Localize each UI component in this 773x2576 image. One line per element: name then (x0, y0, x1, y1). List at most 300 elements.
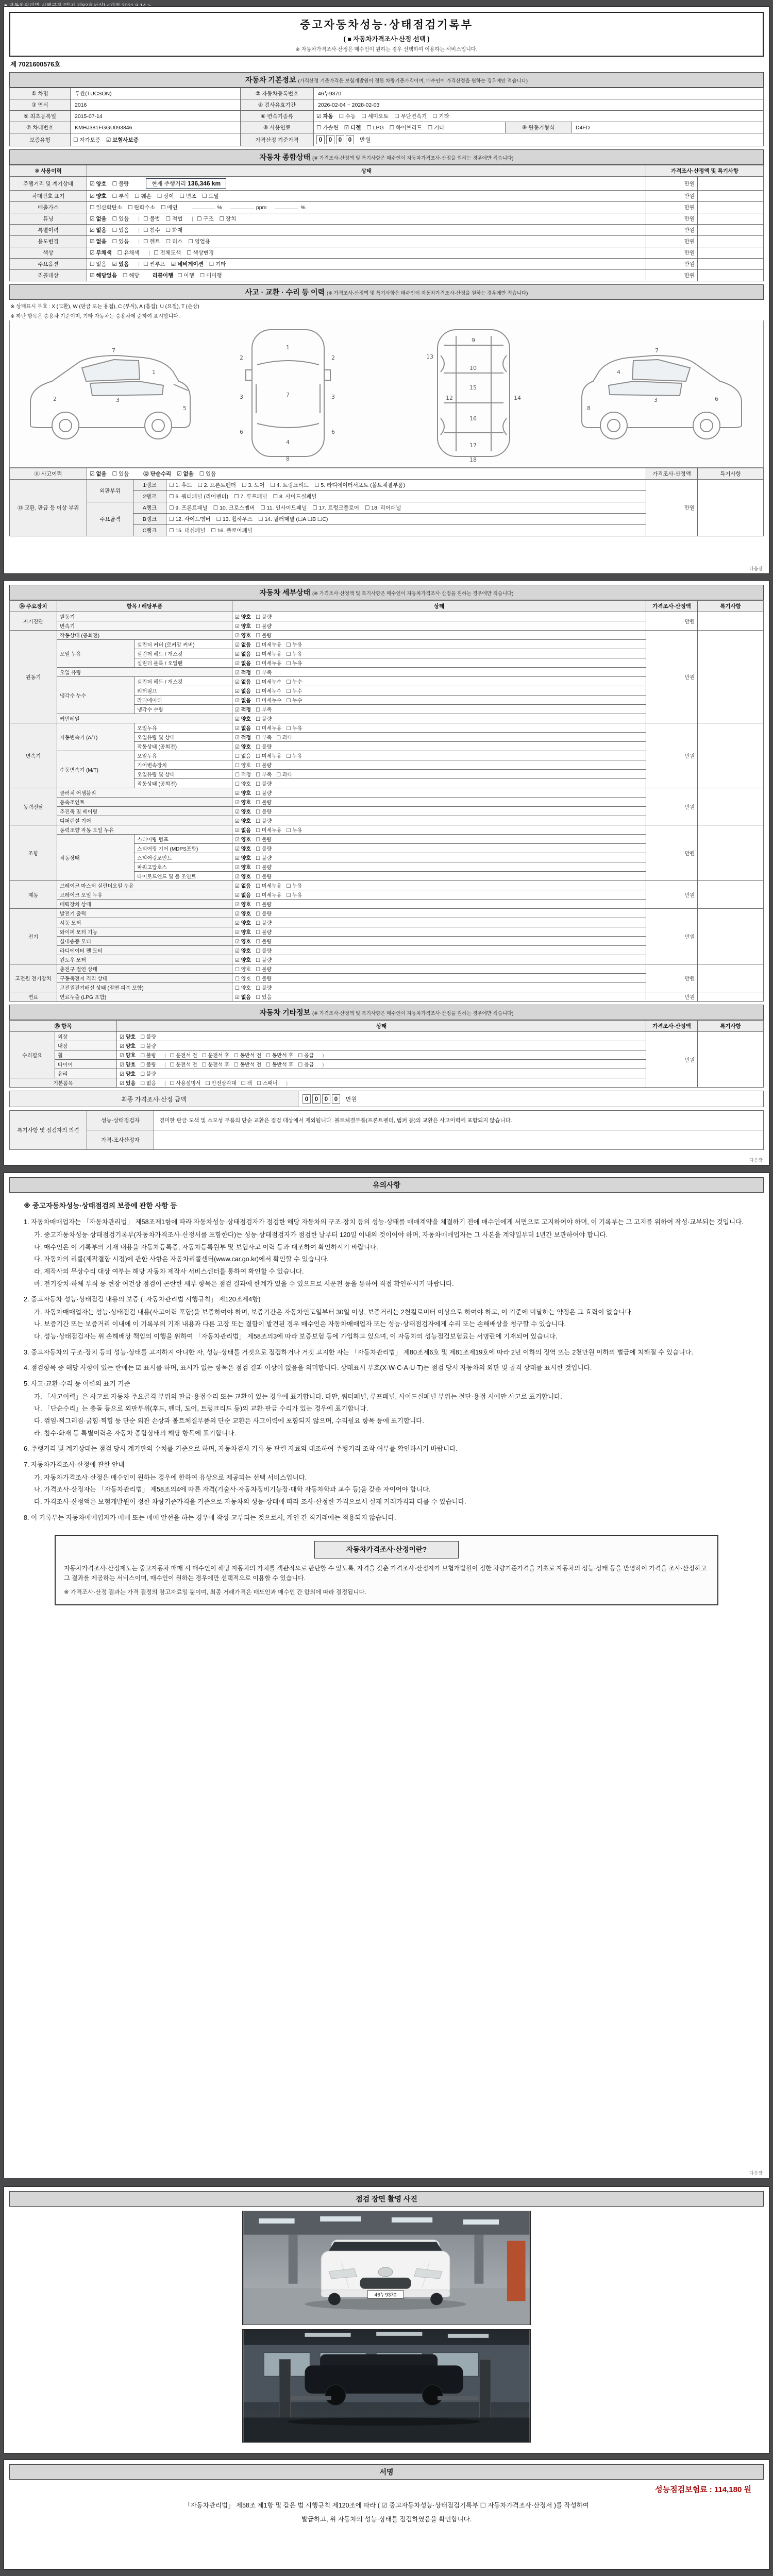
unchecked-checkbox[interactable]: ☐ 부족 (256, 670, 272, 676)
unchecked-checkbox[interactable]: ☐ 누수 (286, 680, 303, 685)
checked-checkbox[interactable]: ☑ 디젤 (344, 125, 361, 131)
base-price-unit: 만원 (360, 137, 371, 143)
measure-blank[interactable] (275, 204, 298, 209)
unchecked-checkbox[interactable]: ☐ 불량 (256, 865, 272, 871)
checked-checkbox[interactable]: ☑ 양호 (235, 624, 251, 630)
unchecked-checkbox[interactable]: ☐ 불량 (256, 856, 272, 861)
unchecked-checkbox[interactable]: ☐ 7. 루프패널 (234, 494, 267, 500)
unchecked-checkbox[interactable]: ☐ 미세누유 (256, 828, 282, 834)
checked-checkbox[interactable]: ☑ 없음 (235, 689, 251, 694)
panel-detail-form (4, 580, 769, 1165)
device-label: 제동 (10, 881, 57, 909)
overall-row (10, 213, 764, 225)
damage-code-legend: ※ 상태표시 부호 : X (교환), W (판금 또는 용접), C (부식), A (흠집), U (요철), T (손상) (10, 304, 199, 310)
unchecked-checkbox[interactable]: ☐ 영업용 (188, 239, 210, 245)
unchecked-checkbox[interactable]: ☐ 부족 (256, 735, 272, 741)
unchecked-checkbox[interactable]: ☐ 해당 (122, 273, 140, 279)
unchecked-checkbox[interactable]: ☐ 없음 (140, 1081, 157, 1087)
checked-checkbox[interactable]: ☑ 없음 (235, 828, 251, 834)
unchecked-checkbox[interactable]: ☐ 불법 (143, 216, 160, 222)
unchecked-checkbox[interactable]: ☐ 14. 필러패널 (☐A ☐B ☐C) (258, 516, 328, 522)
section-accident-title: 사고 · 교환 · 수리 등 이력 (245, 288, 325, 296)
unchecked-checkbox[interactable]: ☐ 미세누수 (256, 689, 282, 694)
unchecked-checkbox[interactable]: ☐ 불량 (256, 939, 272, 945)
unchecked-checkbox[interactable]: ☐ 적법 (165, 216, 183, 222)
unchecked-checkbox[interactable]: ☐ 불량 (140, 1035, 157, 1040)
checked-checkbox[interactable]: ☑ 양호 (235, 856, 251, 861)
state-cell: ☑ 양호 ☐ 불량 ( ☐ 운전석 전 ☐ 운전석 후 ☐ 동반석 전 ☐ 동반석 후 ☐ 응급 ) (117, 1060, 646, 1069)
unchecked-checkbox[interactable]: ☐ 동반석 전 (233, 1053, 262, 1059)
price-digit: 0 (312, 1094, 321, 1104)
item-label: 발전기 출력 (57, 909, 232, 918)
unchecked-checkbox[interactable]: ☐ 매연 (160, 205, 178, 211)
unchecked-checkbox[interactable]: ☐ 누유 (286, 642, 303, 648)
checked-checkbox[interactable]: ☑ 없음 (235, 698, 251, 704)
checked-checkbox[interactable]: ☑ 없음 (90, 471, 107, 477)
notice-item: 7. 자동차가격조사·산정에 관한 안내 (24, 1461, 125, 1469)
measure-unit: ppm (256, 205, 267, 211)
svg-text:10: 10 (469, 365, 477, 371)
checked-checkbox[interactable]: ☑ 양호 (235, 921, 251, 926)
checked-checkbox[interactable]: ☑ 양호 (235, 846, 251, 852)
unchecked-checkbox[interactable]: ☐ 12. 사이드멤버 (169, 516, 211, 522)
next-page-marker: 다음장 (749, 2171, 763, 2176)
unchecked-checkbox[interactable]: ☐ 있음 (199, 471, 216, 477)
unchecked-checkbox[interactable]: ☐ 있음 (256, 995, 272, 1001)
svg-text:3: 3 (331, 394, 335, 400)
unchecked-checkbox[interactable]: ☐ 5. 라디에이터서포트 (볼트체결부품) (314, 482, 405, 488)
price-eval-box-title: 자동차가격조사·산정이란? (314, 1541, 459, 1558)
base-price-value (314, 133, 764, 146)
checked-checkbox[interactable]: ☑ 없음 (235, 884, 251, 889)
checked-checkbox[interactable]: ☑ 해당없음 (90, 273, 117, 279)
svg-text:3: 3 (654, 397, 658, 403)
checked-checkbox[interactable]: ☑ 네비게이션 (171, 261, 204, 267)
checked-checkbox[interactable]: ☑ 양호 (235, 633, 251, 639)
checked-checkbox[interactable]: ☑ 없음 (235, 652, 251, 657)
car-damage-diagram (10, 323, 762, 463)
checked-checkbox[interactable]: ☑ 적정 (235, 670, 251, 676)
unchecked-checkbox[interactable]: ☐ 미세누유 (256, 661, 282, 667)
unchecked-checkbox[interactable]: ☐ 불량 (140, 1044, 157, 1049)
unchecked-checkbox[interactable]: ☐ 구조 (196, 216, 214, 222)
year-value: 2016 (71, 99, 241, 111)
inspection-photo-parking (242, 2211, 531, 2325)
svg-text:12: 12 (446, 395, 453, 401)
special-note-cell (698, 723, 764, 788)
unchecked-checkbox[interactable]: ☐ 불량 (256, 744, 272, 750)
unchecked-checkbox[interactable]: ☐ 불량 (256, 976, 272, 982)
special-note-cell (698, 788, 764, 825)
unchecked-checkbox[interactable]: ☐ 없음 (235, 754, 251, 759)
unchecked-checkbox[interactable]: ☐ 불량 (256, 986, 272, 991)
unchecked-checkbox[interactable]: ☐ 화재 (165, 227, 183, 233)
price-eval-box-text: 자동차가격조사·산정제도는 중고자동차 매매 시 매수인이 해당 자동차의 가치를 객관적으로 판단할 수 있도록, 자격을 갖춘 가격조사·산정자가 보험개발원이 정한 차량기준가격을 기초로 자동차의 성능·상태 등을 반영하여 가격을 조사·산정하고 그 결과를 제공하는 서비스이며, 매수인이 원하는 경우에만 선택적으로 이용할 수 있습니다. (64, 1564, 707, 1582)
unchecked-checkbox[interactable]: ☐ 침수 (143, 227, 160, 233)
unchecked-checkbox[interactable]: ☐ 운전석 후 (201, 1053, 229, 1059)
unchecked-checkbox[interactable]: ☐ 불량 (256, 967, 272, 973)
checked-checkbox[interactable]: ☑ 양호 (235, 874, 251, 880)
price-unit: 만원 (684, 754, 695, 759)
unchecked-checkbox[interactable]: ☐ 적정 (235, 772, 251, 778)
checked-checkbox[interactable]: ☑ 양호 (90, 181, 107, 187)
unchecked-checkbox[interactable]: ☐ 미세누유 (256, 726, 282, 732)
unchecked-checkbox[interactable]: ☐ 없음 (90, 261, 107, 267)
inspector-opinion: 경미한 판금·도색 및 소모성 부품의 단순 교환은 점검 대상에서 제외됩니다. 볼트체결부품(프론트펜더, 범퍼 등)의 교환은 사고이력에 포함되지 않습니다. (154, 1111, 764, 1130)
checked-checkbox[interactable]: ☑ 무채색 (90, 250, 112, 256)
checked-checkbox[interactable]: ☑ 양호 (235, 930, 251, 936)
signature-statement-2: 발급하고, 위 자동차의 성능·상태를 점검하였음을 확인합니다. (301, 2516, 472, 2523)
device-label: 고전원 전기장치 (10, 964, 57, 992)
notice-subitem: 나. 「단순수리」는 충돌 등으로 외판부위(후드, 펜더, 도어, 트렁크리드 등)의 교환·판금 수리가 있는 경우에 표기합니다. (34, 1405, 368, 1413)
history-item-state (87, 191, 646, 202)
etc-col-note: 특기사항 (698, 1021, 764, 1032)
special-note-cell (697, 270, 763, 281)
unchecked-checkbox[interactable]: ☐ 6. 쿼터패널 (리어펜더) (169, 494, 229, 500)
checked-checkbox[interactable]: ☑ 양호 (235, 865, 251, 871)
etc-col-item: ⑮ 항목 (10, 1021, 117, 1032)
checked-checkbox[interactable]: ☑ 양호 (120, 1053, 136, 1059)
item-label: 자동변속기 (A/T) (57, 723, 135, 751)
unchecked-checkbox[interactable]: ☐ 18. 리어패널 (364, 505, 401, 511)
item-label: 커먼레일 (57, 714, 232, 723)
checked-checkbox[interactable]: ☑ 없음 (90, 239, 107, 245)
unchecked-checkbox[interactable]: ☐ 유채색 (117, 250, 140, 256)
engine-type-value: D4FD (572, 122, 764, 133)
form-subtitle-note: ※ 자동차가격조사·산정은 매수인이 원하는 경우 선택하여 이용하는 서비스입니다. (295, 47, 478, 53)
unchecked-checkbox[interactable]: ☐ 자가보증 (73, 137, 100, 143)
unchecked-checkbox[interactable]: ☐ 15. 대쉬패널 (169, 528, 206, 534)
state-cell (232, 658, 646, 668)
history-item-state (87, 177, 646, 191)
item-label: 작동상태 (공회전) (57, 631, 232, 640)
unchecked-checkbox[interactable]: ☐ 이행 (177, 273, 194, 279)
unchecked-checkbox[interactable]: ☐ 기타 (427, 125, 445, 131)
unchecked-checkbox[interactable]: ☐ 양호 (235, 967, 251, 973)
checked-checkbox[interactable]: ☑ 양호 (235, 958, 251, 963)
history-item-label: 특별이력 (10, 225, 87, 236)
warranty-label: 보증유형 (10, 133, 71, 146)
checked-checkbox[interactable]: ☑ 양호 (120, 1072, 136, 1077)
state-cell (117, 1041, 646, 1050)
unchecked-checkbox[interactable]: ☐ 누유 (286, 652, 303, 657)
unchecked-checkbox[interactable]: ☐ 수동 (339, 113, 356, 120)
checked-checkbox[interactable]: ☑ 없음 (235, 642, 251, 648)
unchecked-checkbox[interactable]: ☐ 4. 트렁크리드 (270, 482, 309, 488)
unchecked-checkbox[interactable]: ☐ 불량 (140, 1072, 157, 1077)
car-name-value: 투싼(TUCSON) (71, 88, 241, 99)
unchecked-checkbox[interactable]: ☐ 있음 (112, 216, 129, 222)
checked-checkbox[interactable]: ☑ 양호 (235, 911, 251, 917)
svg-text:8: 8 (587, 405, 591, 412)
state-cell (232, 825, 646, 835)
unchecked-checkbox[interactable]: ☐ 9. 프론트패널 (169, 505, 208, 511)
unchecked-checkbox[interactable]: ☐ 기타 (209, 261, 226, 267)
unchecked-checkbox[interactable]: ☐ 불량 (256, 624, 272, 630)
unchecked-checkbox[interactable]: ☐ 훼손 (135, 193, 152, 199)
unchecked-checkbox[interactable]: ☐ 불량 (256, 791, 272, 796)
checked-checkbox[interactable]: ☑ 없음 (90, 216, 107, 222)
unchecked-checkbox[interactable]: ☐ 미세누유 (256, 893, 282, 899)
unchecked-checkbox[interactable]: ☐ 10. 크로스멤버 (213, 505, 255, 511)
special-note-cell (698, 480, 764, 536)
unchecked-checkbox[interactable]: ☐ 미세누수 (256, 680, 282, 685)
rank-row (10, 480, 764, 491)
overall-row (10, 259, 764, 270)
appraiser-opinion (154, 1130, 764, 1150)
unchecked-checkbox[interactable]: ☐ 불량 (256, 874, 272, 880)
checked-checkbox[interactable]: ☑ 없음 (235, 661, 251, 667)
history-item-label: 주행거리 및 계기상태 (10, 177, 87, 191)
svg-text:2: 2 (53, 396, 57, 402)
unchecked-checkbox[interactable]: ☐ 운전석 후 (201, 1062, 229, 1068)
unchecked-checkbox[interactable]: ☐ 미이행 (199, 273, 222, 279)
fee-value: 114,180 원 (714, 2485, 751, 2494)
unchecked-checkbox[interactable]: ☐ 불량 (256, 763, 272, 769)
measure-unit: % (217, 205, 222, 211)
subitem-label: 오일누유 (135, 751, 232, 760)
reg-no-label: ② 자동차등록번호 (241, 88, 314, 99)
measure-blank[interactable] (192, 204, 215, 209)
checked-checkbox[interactable]: ☑ 양호 (235, 791, 251, 796)
unchecked-checkbox[interactable]: ☐ 썬루프 (143, 261, 165, 267)
unchecked-checkbox[interactable]: ☐ 일산화탄소 (90, 205, 123, 211)
checked-checkbox[interactable]: ☑ 있음 (120, 1081, 136, 1087)
unchecked-checkbox[interactable]: ☐ 무단변속기 (394, 113, 427, 120)
checked-checkbox[interactable]: ☑ 없음 (235, 680, 251, 685)
unchecked-checkbox[interactable]: ☐ 불량 (256, 809, 272, 815)
unchecked-checkbox[interactable]: ☐ 부족 (256, 772, 272, 778)
unchecked-checkbox[interactable]: ☐ 16. 플로어패널 (211, 528, 253, 534)
unchecked-checkbox[interactable]: ☐ 색상변경 (187, 250, 214, 256)
checked-checkbox[interactable]: ☑ 양호 (235, 717, 251, 722)
unchecked-checkbox[interactable]: ☐ 부족 (256, 707, 272, 713)
unchecked-checkbox[interactable]: ☐ 동반석 후 (266, 1053, 294, 1059)
unchecked-checkbox[interactable]: ☐ 2. 프론트펜더 (197, 482, 237, 488)
unchecked-checkbox[interactable]: ☐ 3. 도어 (242, 482, 265, 488)
unchecked-checkbox[interactable]: ☐ 13. 휠하우스 (216, 516, 253, 522)
unchecked-checkbox[interactable]: ☐ 불량 (256, 800, 272, 806)
unchecked-checkbox[interactable]: ☐ 부식 (112, 193, 129, 199)
checked-checkbox[interactable]: ☑ 적정 (235, 707, 251, 713)
unchecked-checkbox[interactable]: ☐ 상이 (157, 193, 174, 199)
price-digit: 0 (316, 135, 325, 144)
checked-checkbox[interactable]: ☑ 적정 (235, 735, 251, 741)
state-cell (232, 900, 646, 909)
unchecked-checkbox[interactable]: ☐ 불량 (256, 902, 272, 908)
unchecked-checkbox[interactable]: ☐ 미세누유 (256, 884, 282, 889)
unchecked-checkbox[interactable]: ☐ 불량 (256, 782, 272, 787)
unchecked-checkbox[interactable]: ☐ 미세누유 (256, 754, 282, 759)
checked-checkbox[interactable]: ☑ 양호 (120, 1044, 136, 1049)
main-frame-label: 주요골격 (87, 502, 133, 536)
notice-subitem: 라. 제작사의 무상수리 대상 여부는 해당 자동차 제작사 서비스센터를 통하여 확인할 수 있습니다. (34, 1267, 304, 1275)
unchecked-checkbox[interactable]: ☐ 불량 (256, 819, 272, 824)
state-cell (232, 779, 646, 788)
section-accident-note: (※ 가격조사·산정액 및 특기사항은 매수인이 자동차가격조사·산정을 원하는 경우에만 적습니다) (326, 291, 528, 296)
simple-repair-label: ⑫ 단순수리 (143, 471, 172, 477)
rank-label: B랭크 (133, 514, 166, 525)
checked-checkbox[interactable]: ☑ 없음 (90, 227, 107, 233)
note-col-label: 특기사항 (698, 468, 764, 480)
section-overall (9, 149, 764, 165)
device-label: 연료 (10, 992, 57, 1002)
unchecked-checkbox[interactable]: ☐ 사용설명서 (170, 1081, 201, 1087)
item-label: 시동 모터 (57, 918, 232, 927)
unchecked-checkbox[interactable]: ☐ 미세누유 (256, 652, 282, 657)
accident-history-state (87, 468, 646, 480)
special-note-cell (697, 225, 763, 236)
unchecked-checkbox[interactable]: ☐ 응급 (298, 1062, 314, 1068)
checked-checkbox[interactable]: ☑ 없음 (235, 893, 251, 899)
unchecked-checkbox[interactable]: ☐ 11. 인사이드패널 (260, 505, 307, 511)
unchecked-checkbox[interactable]: ☐ 불량 (256, 911, 272, 917)
item-label: 라디에이터 팬 모터 (57, 946, 232, 955)
price-cell (646, 247, 697, 259)
unchecked-checkbox[interactable]: ☐ 운전석 전 (170, 1053, 197, 1059)
unchecked-checkbox[interactable]: ☐ 잭 (241, 1081, 253, 1087)
unchecked-checkbox[interactable]: ☐ 변조 (179, 193, 197, 199)
simple-repair-options (177, 471, 222, 477)
checked-checkbox[interactable]: ☑ 양호 (235, 902, 251, 908)
checked-checkbox[interactable]: ☑ 없음 (235, 726, 251, 732)
unchecked-checkbox[interactable]: ☐ 리스 (165, 239, 183, 245)
price-cell (646, 964, 698, 992)
unchecked-checkbox[interactable]: ☐ 양호 (235, 763, 251, 769)
basic-items-label: 기본품목 (10, 1078, 117, 1088)
unchecked-checkbox[interactable]: ☐ 누유 (286, 754, 303, 759)
unchecked-checkbox[interactable]: ☐ 동반석 후 (266, 1062, 294, 1068)
history-item-label: 튜닝 (10, 213, 87, 225)
unchecked-checkbox[interactable]: ☐ 8. 사이드실패널 (273, 494, 317, 500)
unchecked-checkbox[interactable]: ☐ 전체도색 (154, 250, 181, 256)
price-digit: 0 (303, 1094, 311, 1104)
unchecked-checkbox[interactable]: ☐ 있음 (112, 471, 129, 477)
unchecked-checkbox[interactable]: ☐ 불량 (256, 633, 272, 639)
unchecked-checkbox[interactable]: ☐ 누유 (286, 884, 303, 889)
unchecked-checkbox[interactable]: ☐ 과다 (276, 735, 293, 741)
unchecked-checkbox[interactable]: ☐ 양호 (235, 782, 251, 787)
unchecked-checkbox[interactable]: ☐ 스패너 (257, 1081, 278, 1087)
checked-checkbox[interactable]: ☑ 양호 (235, 615, 251, 620)
unchecked-checkbox[interactable]: ☐ 세미오토 (361, 113, 389, 120)
state-cell (232, 798, 646, 807)
unchecked-checkbox[interactable]: ☐ 가솔린 (316, 125, 339, 131)
unchecked-checkbox[interactable]: ☐ 불량 (256, 958, 272, 963)
subitem-label: 작동상태 (공회전) (135, 779, 232, 788)
measure-blank[interactable] (230, 204, 254, 209)
unchecked-checkbox[interactable]: ☐ 양호 (235, 976, 251, 982)
checked-checkbox[interactable]: ☑ 양호 (235, 939, 251, 945)
item-label: 고전원전기배선 상태 (절연 피복 포함) (57, 983, 232, 992)
checked-checkbox[interactable]: ☑ 없음 (235, 995, 251, 1001)
unchecked-checkbox[interactable]: ☐ 양호 (235, 986, 251, 991)
unchecked-checkbox[interactable]: ☐ 운전석 전 (170, 1062, 197, 1068)
unchecked-checkbox[interactable]: ☐ 불량 (256, 948, 272, 954)
price-unit: 만원 (684, 851, 695, 857)
first-reg-value: 2015-07-14 (71, 111, 241, 122)
unchecked-checkbox[interactable]: ☐ 장치 (219, 216, 237, 222)
unchecked-checkbox[interactable]: ☐ 도말 (202, 193, 219, 199)
unchecked-checkbox[interactable]: ☐ 불량 (140, 1053, 157, 1059)
unchecked-checkbox[interactable]: ☐ 1. 후드 (169, 482, 192, 488)
appraiser-label: 가격·조사산정자 (87, 1130, 154, 1150)
price-unit: 만원 (684, 180, 695, 187)
unchecked-checkbox[interactable]: ☐ 누수 (286, 689, 303, 694)
unchecked-checkbox[interactable]: ☐ 누유 (286, 893, 303, 899)
unchecked-checkbox[interactable]: ☐ 누유 (286, 828, 303, 834)
unchecked-checkbox[interactable]: ☐ 불량 (256, 921, 272, 926)
detail-row (10, 964, 764, 974)
unchecked-checkbox[interactable]: ☐ 있음 (112, 239, 129, 245)
unchecked-checkbox[interactable]: ☐ 있음 (112, 227, 129, 233)
checked-checkbox[interactable]: ☑ 양호 (120, 1062, 136, 1068)
unchecked-checkbox[interactable]: ☐ 누유 (286, 661, 303, 667)
unchecked-checkbox[interactable]: ☐ 누유 (286, 726, 303, 732)
item-label: 수동변속기 (M/T) (57, 751, 135, 788)
svg-text:17: 17 (469, 442, 477, 449)
unchecked-checkbox[interactable]: ☐ 하이브리드 (389, 125, 422, 131)
checked-checkbox[interactable]: ☑ 양호 (235, 809, 251, 815)
checked-checkbox[interactable]: ☑ 보험사보증 (106, 137, 139, 143)
unchecked-checkbox[interactable]: ☐ 불량 (112, 181, 129, 187)
state-cell (232, 705, 646, 714)
unchecked-checkbox[interactable]: ☐ 탄화수소 (128, 205, 155, 211)
checked-checkbox[interactable]: ☑ 양호 (235, 948, 251, 954)
checked-checkbox[interactable]: ☑ 양호 (235, 819, 251, 824)
checked-checkbox[interactable]: ☑ 있음 (112, 261, 129, 267)
unchecked-checkbox[interactable]: ☐ 불량 (256, 615, 272, 620)
notice-subitem: 다. 가격조사·산정액은 보험개발원이 정한 차량기준가격을 기준으로 자동차의 성능·상태에 따라 조사·산정한 가격으로서 실제 거래가격과 다를 수 있습니다. (34, 1498, 466, 1505)
unchecked-checkbox[interactable]: ☐ LPG (366, 125, 384, 131)
item-label: 냉각수 누수 (57, 677, 135, 714)
section-basic-info (9, 72, 764, 88)
checked-checkbox[interactable]: ☑ 양호 (235, 800, 251, 806)
unchecked-checkbox[interactable]: ☐ 17. 트렁크플로어 (312, 505, 359, 511)
unchecked-checkbox[interactable]: ☐ 불량 (256, 837, 272, 843)
item-label: 작동상태 (57, 835, 135, 881)
unchecked-checkbox[interactable]: ☐ 동반석 전 (233, 1062, 262, 1068)
unchecked-checkbox[interactable]: ☐ 미세누수 (256, 698, 282, 704)
state-cell (232, 853, 646, 862)
state-cell (232, 992, 646, 1002)
checked-checkbox[interactable]: ☑ 자동 (316, 113, 333, 120)
checked-checkbox[interactable]: ☑ 양호 (90, 193, 107, 199)
unchecked-checkbox[interactable]: ☐ 렌트 (143, 239, 160, 245)
checked-checkbox[interactable]: ☑ 양호 (120, 1035, 136, 1040)
device-label: 전기 (10, 909, 57, 964)
unchecked-checkbox[interactable]: ☐ 안전삼각대 (205, 1081, 237, 1087)
detail-table (9, 600, 764, 1002)
unchecked-checkbox[interactable]: ☐ 불량 (256, 930, 272, 936)
unchecked-checkbox[interactable]: ☐ 불량 (256, 717, 272, 722)
history-item-label: 배출가스 (10, 202, 87, 213)
unchecked-checkbox[interactable]: ☐ 미세누유 (256, 642, 282, 648)
checked-checkbox[interactable]: ☑ 양호 (235, 744, 251, 750)
special-note-cell (698, 964, 764, 992)
unchecked-checkbox[interactable]: ☐ 기타 (432, 113, 449, 120)
unchecked-checkbox[interactable]: ☐ 누수 (286, 698, 303, 704)
unchecked-checkbox[interactable]: ☐ 불량 (140, 1062, 157, 1068)
unchecked-checkbox[interactable]: ☐ 응급 (298, 1053, 314, 1059)
subitem-label: 작동상태 (공회전) (135, 742, 232, 751)
unchecked-checkbox[interactable]: ☐ 불량 (256, 846, 272, 852)
history-item-state: ☐ 없음 ☑ 있음 | ☐ 썬루프 ☑ 네비게이션 ☐ 기타 (87, 259, 646, 270)
special-note-cell (697, 213, 763, 225)
checked-checkbox[interactable]: ☑ 없음 (177, 471, 194, 477)
checked-checkbox[interactable]: ☑ 양호 (235, 837, 251, 843)
unchecked-checkbox[interactable]: ☐ 과다 (276, 772, 293, 778)
